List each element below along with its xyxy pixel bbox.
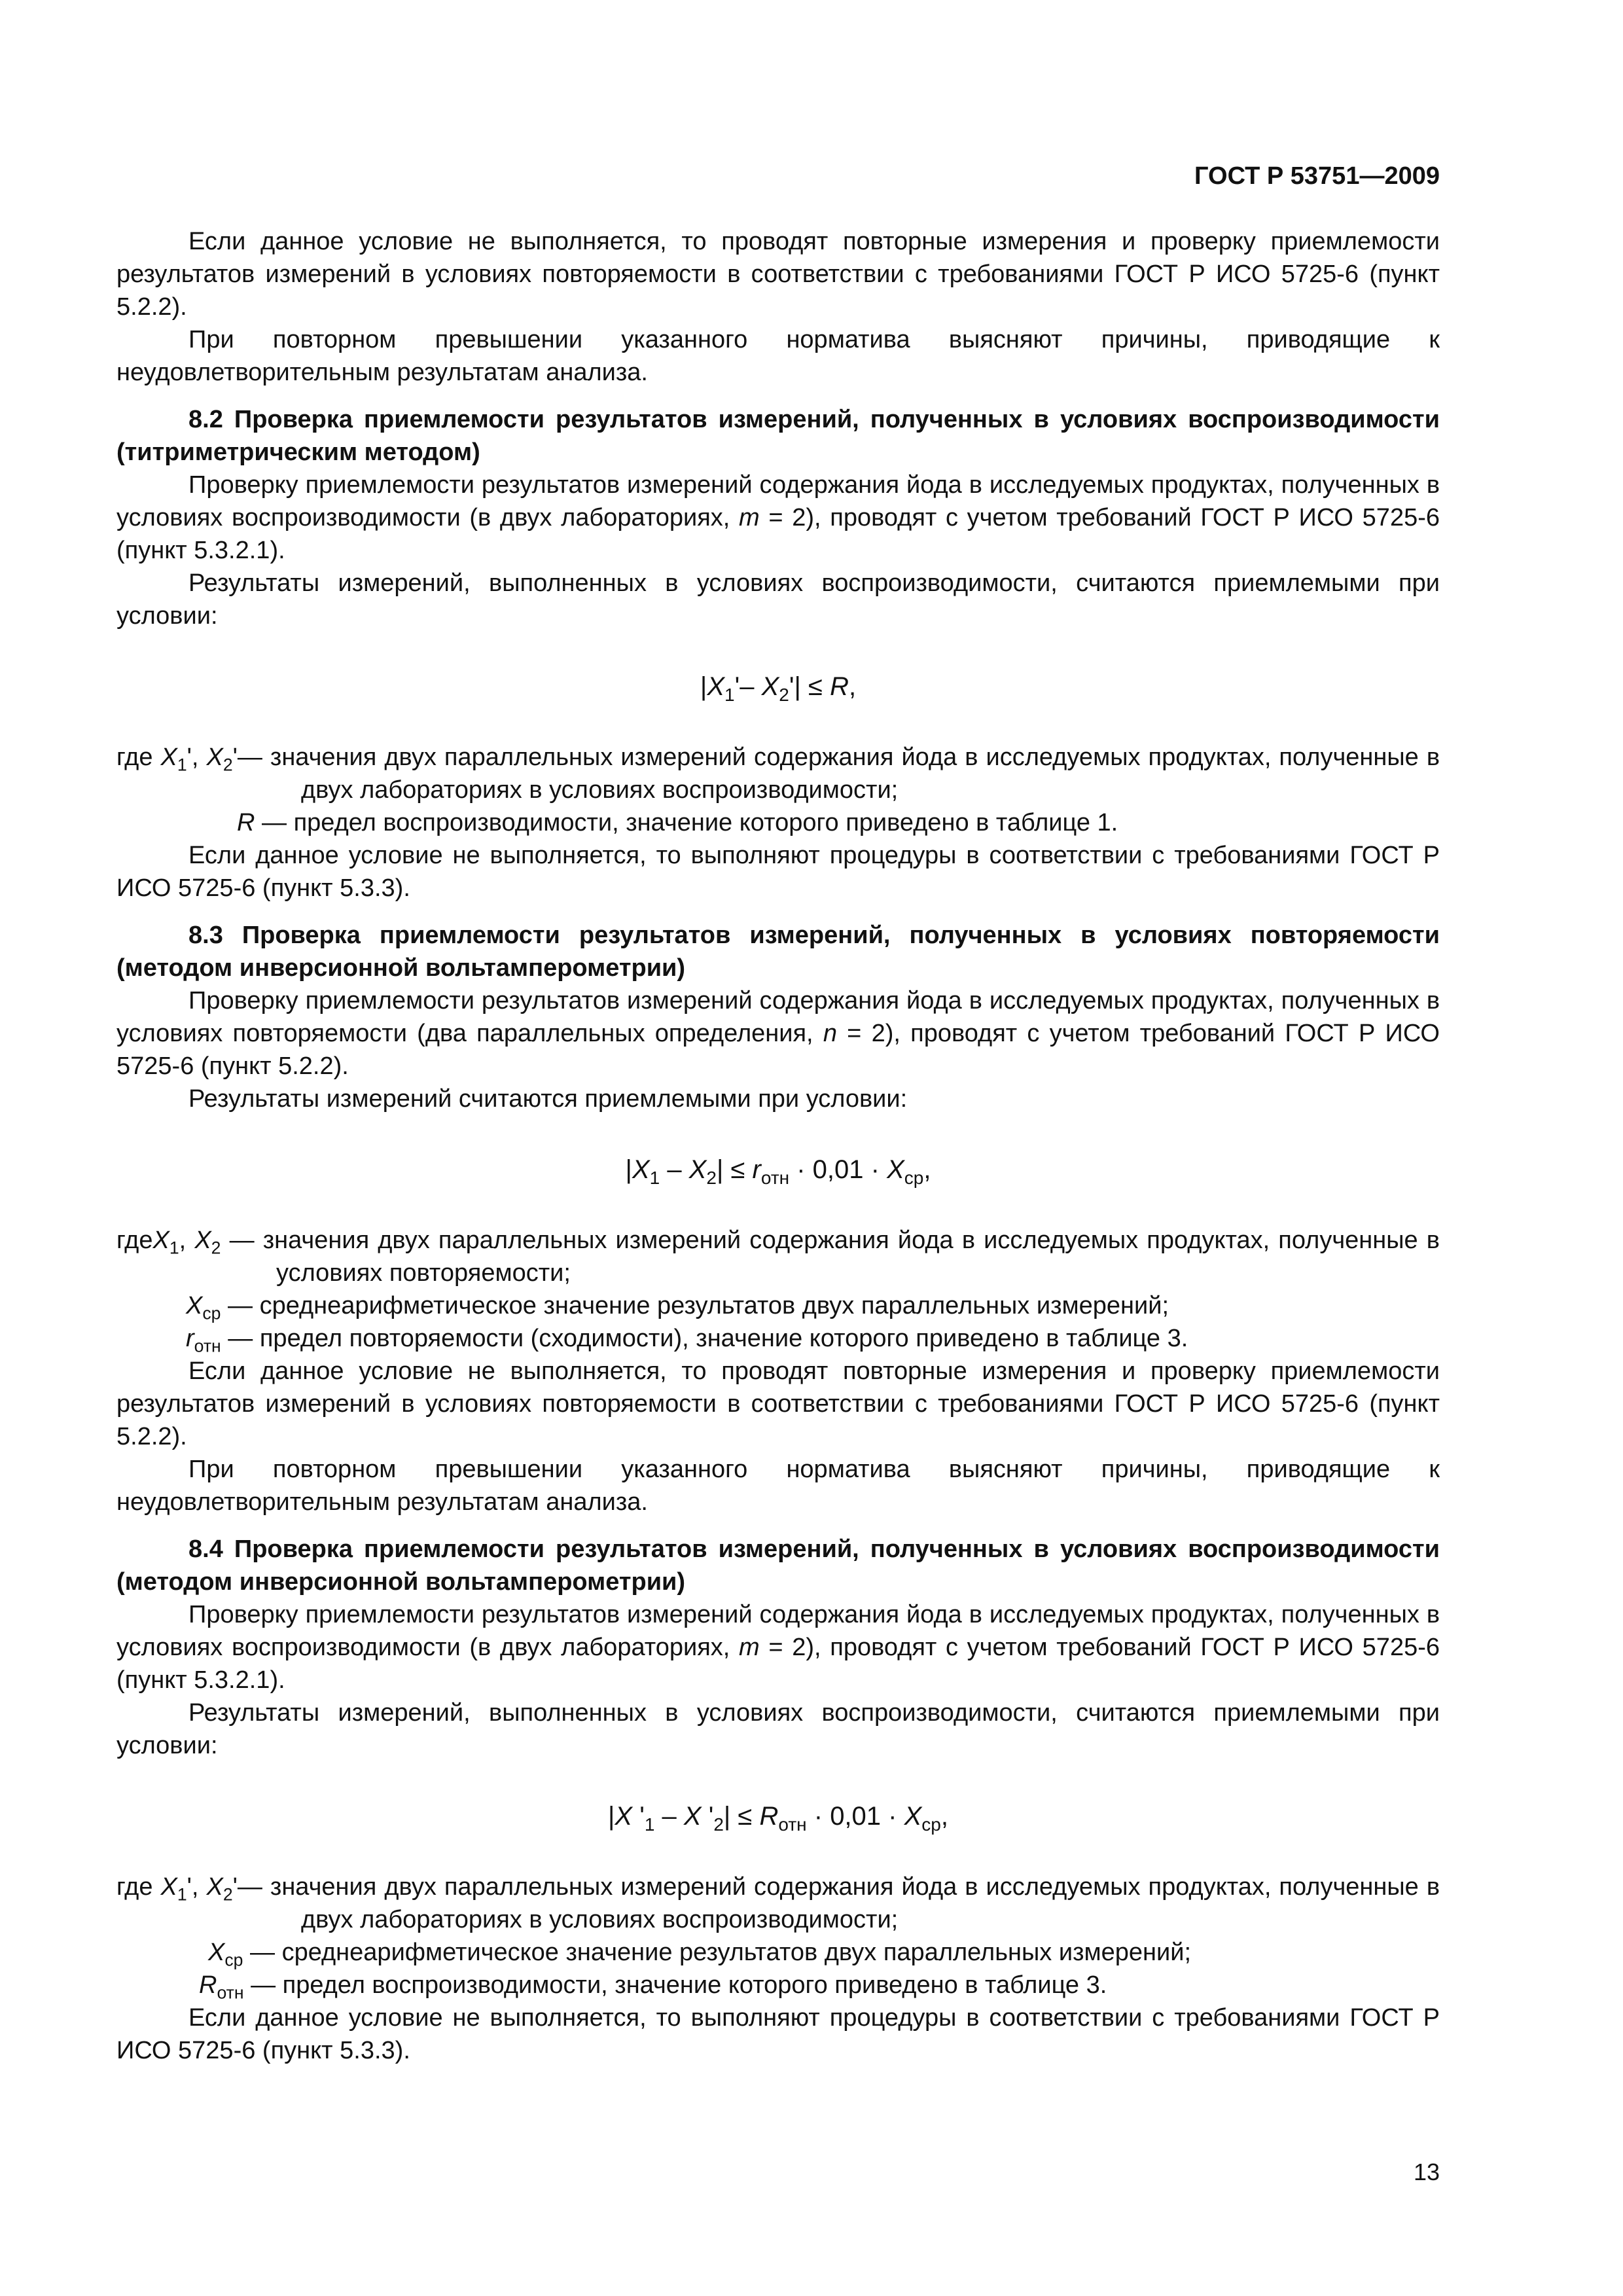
paragraph: Если данное условие не выполняется, то выполняют процедуры в соответствии с требованиями ГОСТ Р ИСО 5725-6 (пункт 5.3.3). xyxy=(116,2004,1440,2064)
definition: где $X_1'$, $X_2'—$ значения двух параллельных измерений содержания йода в исследуемых продуктах, полученные в двух лабораториях в условиях воспроизводимости; xyxy=(116,744,1440,804)
definition: гдеX$_1$, $X_2$ — значения двух параллельных измерений содержания йода в исследуемых продуктах, полученные в условиях повторяемости; xyxy=(116,1227,1440,1287)
paragraph: При повторном превышении указанного норматива выясняют причины, приводящие к неудовлетворительным результатам анализа. xyxy=(116,326,1440,386)
paragraph: Результаты измерений, выполненных в условиях воспроизводимости, считаются приемлемыми при условии: xyxy=(116,1699,1440,1759)
definition: R — предел воспроизводимости, значение которого приведено в таблице 1. xyxy=(237,809,1118,836)
section-heading-8-4: 8.4 Проверка приемлемости результатов измерений, полученных в условиях воспроизводимости (методом инверсионной вольтамперометрии) xyxy=(116,1535,1440,1596)
formula-8-4: |X '$_1$ – X '$_2| \le R_{отн} \cdot 0,01 \cdot X_{ср}$, xyxy=(608,1802,948,1835)
formula-8-2: $|X_1'-$ $X_2'| \le R$, xyxy=(700,672,857,705)
page-number: 13 xyxy=(1413,2159,1440,2185)
definition: $r_{отн}$ — предел повторяемости (сходимости), значение которого приведено в таблице 3. xyxy=(186,1325,1188,1356)
paragraph: Результаты измерений, выполненных в условиях воспроизводимости, считаются приемлемыми при условии: xyxy=(116,569,1440,630)
page-body xyxy=(116,225,1440,2067)
paragraph: Результаты измерений считаются приемлемыми при условии: xyxy=(188,1085,908,1113)
definition: $X_{ср}$ — среднеарифметическое значение результатов двух параллельных измерений; xyxy=(208,1939,1192,1970)
section-heading-8-3: 8.3 Проверка приемлемости результатов измерений, полученных в условиях повторяемости (методом инверсионной вольтамперометрии) xyxy=(116,922,1440,982)
section-heading-8-2: 8.2 Проверка приемлемости результатов измерений, полученных в условиях воспроизводимости (титриметрическим методом) xyxy=(116,406,1440,466)
paragraph: Если данное условие не выполняется, то проводят повторные измерения и проверку приемлемости результатов измерений в условиях повторяемости в соответствии с требованиями ГОСТ Р ИСО 5725-6 (пункт 5.2.2). xyxy=(116,1357,1440,1450)
paragraph: Если данное условие не выполняется, то выполняют процедуры в соответствии с требованиями ГОСТ Р ИСО 5725-6 (пункт 5.3.3). xyxy=(116,842,1440,902)
formula-8-3: $|X_1 - X_2| \le r_{отн} \cdot 0,01 \cdot X_{ср}$, xyxy=(625,1155,931,1188)
definition: $R_{отн}$ — предел воспроизводимости, значение которого приведено в таблице 3. xyxy=(199,1971,1107,2003)
document-id: ГОСТ Р 53751—2009 xyxy=(1194,162,1440,190)
definition: где $X_1'$, $X_2'—$ значения двух параллельных измерений содержания йода в исследуемых продуктах, полученные в двух лабораториях в условиях воспроизводимости; xyxy=(116,1873,1440,1933)
paragraph: Если данное условие не выполняется, то проводят повторные измерения и проверку приемлемости результатов измерений в условиях повторяемости в соответствии с требованиями ГОСТ Р ИСО 5725-6 (пункт 5.2.2). xyxy=(116,228,1440,321)
definition: $X_{ср}$ — среднеарифметическое значение результатов двух параллельных измерений; xyxy=(186,1292,1169,1323)
paragraph: Проверку приемлемости результатов измерений содержания йода в исследуемых продуктах, полученных в условиях повторяемости (два параллельных определения, n = 2), проводят с учетом требований ГОСТ Р ИСО 5725-6 (пункт 5.2.2). xyxy=(116,987,1440,1080)
paragraph: Проверку приемлемости результатов измерений содержания йода в исследуемых продуктах, полученных в условиях воспроизводимости (в двух лабораториях, m = 2), проводят с учетом требований ГОСТ Р ИСО 5725-6 (пункт 5.3.2.1). xyxy=(116,471,1440,564)
paragraph: Проверку приемлемости результатов измерений содержания йода в исследуемых продуктах, полученных в условиях воспроизводимости (в двух лабораториях, m = 2), проводят с учетом требований ГОСТ Р ИСО 5725-6 (пункт 5.3.2.1). xyxy=(116,1601,1440,1694)
paragraph: При повторном превышении указанного норматива выясняют причины, приводящие к неудовлетворительным результатам анализа. xyxy=(116,1456,1440,1516)
